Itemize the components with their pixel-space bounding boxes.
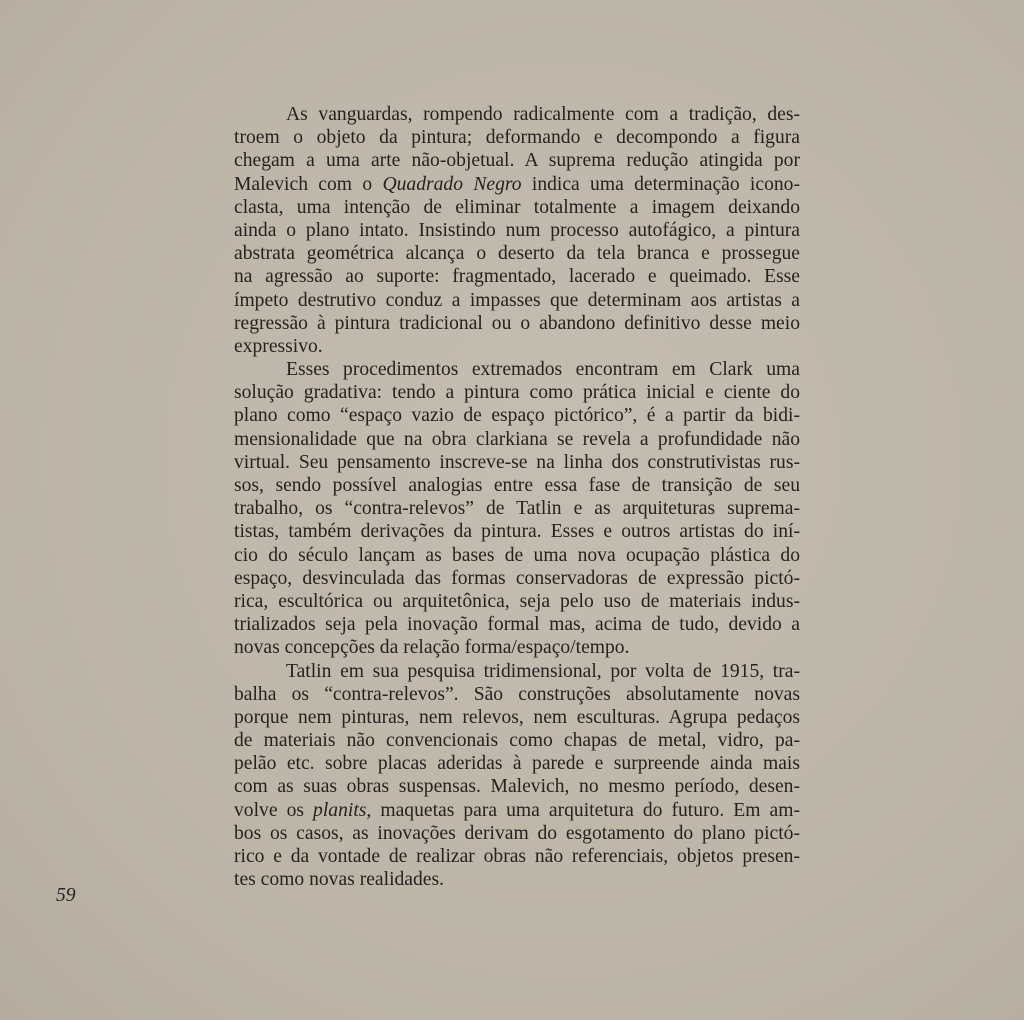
paragraph (234, 358, 800, 659)
text-line: plano como “espaço vazio de espaço pictórico”, é a partir da bidi- (234, 405, 800, 427)
text-line: tes como novas realidades. (234, 869, 445, 891)
text-line: expressivo. (234, 335, 323, 357)
text-line: ímpeto destrutivo conduz a impasses que determinam aos artistas a (234, 289, 800, 311)
text-line: Esses procedimentos extremados encontram em Clark uma (286, 359, 800, 381)
text-line: com as suas obras suspensas. Malevich, no mesmo período, desen- (234, 776, 800, 798)
text-line: abstrata geométrica alcança o deserto da tela branca e prossegue (234, 243, 800, 265)
page-number: 59 (56, 885, 76, 906)
text-line: troem o objeto da pintura; deformando e decompondo a figura (234, 127, 800, 149)
text-line: mensionalidade que na obra clarkiana se revela a profundidade não (234, 428, 800, 450)
text-line: clasta, uma intenção de eliminar totalmente a imagem deixando (234, 196, 800, 218)
text-line: balha os “contra-relevos”. São construções absolutamente novas (234, 683, 800, 705)
text-line: pelão etc. sobre placas aderidas à parede e surpreende ainda mais (234, 753, 800, 775)
text-line: Tatlin em sua pesquisa tridimensional, por volta de 1915, tra- (286, 660, 800, 682)
text-line: volve os planits, maquetas para uma arquitetura do futuro. Em am- (234, 799, 800, 821)
text-line: porque nem pinturas, nem relevos, nem esculturas. Agrupa pedaços (234, 706, 800, 728)
text-line: tistas, também derivações da pintura. Esses e outros artistas do iní- (234, 521, 800, 543)
text-line: ainda o plano intato. Insistindo num processo autofágico, a pintura (234, 219, 800, 241)
text-line: As vanguardas, rompendo radicalmente com a tradição, des- (286, 104, 800, 125)
italic-title: Quadrado Negro (382, 173, 522, 195)
paragraph (234, 103, 800, 358)
text-line: cio do século lançam as bases de uma nova ocupação plástica do (234, 544, 800, 566)
text-line: Malevich com o Quadrado Negro indica uma determinação icono- (234, 173, 800, 195)
paragraph (234, 660, 800, 892)
text-line: espaço, desvinculada das formas conservadoras de expressão pictó- (234, 567, 800, 589)
text-line: trabalho, os “contra-relevos” de Tatlin e as arquiteturas suprema- (234, 498, 800, 520)
text-line: chegam a uma arte não-objetual. A suprema redução atingida por (234, 150, 800, 172)
text-line: de materiais não convencionais como chapas de metal, vidro, pa- (234, 730, 800, 752)
italic-title: planits (313, 799, 367, 821)
text-line: regressão à pintura tradicional ou o abandono definitivo desse meio (234, 312, 800, 334)
text-line: bos os casos, as inovações derivam do esgotamento do plano pictó- (234, 822, 800, 844)
text-line: rico e da vontade de realizar obras não referenciais, objetos presen- (234, 846, 800, 867)
body-text (234, 103, 800, 891)
text-line: sos, sendo possível analogias entre essa fase de transição de seu (234, 475, 800, 496)
text-line: trializados seja pela inovação formal mas, acima de tudo, devido a (234, 614, 800, 636)
text-line: na agressão ao suporte: fragmentado, lacerado e queimado. Esse (234, 266, 800, 288)
text-line: solução gradativa: tendo a pintura como prática inicial e ciente do (234, 382, 800, 404)
text-line: virtual. Seu pensamento inscreve-se na linha dos construtivistas rus- (234, 451, 800, 473)
text-line: rica, escultórica ou arquitetônica, seja pelo uso de materiais indus- (234, 590, 800, 612)
text-line: novas concepções da relação forma/espaço/tempo. (234, 637, 630, 659)
